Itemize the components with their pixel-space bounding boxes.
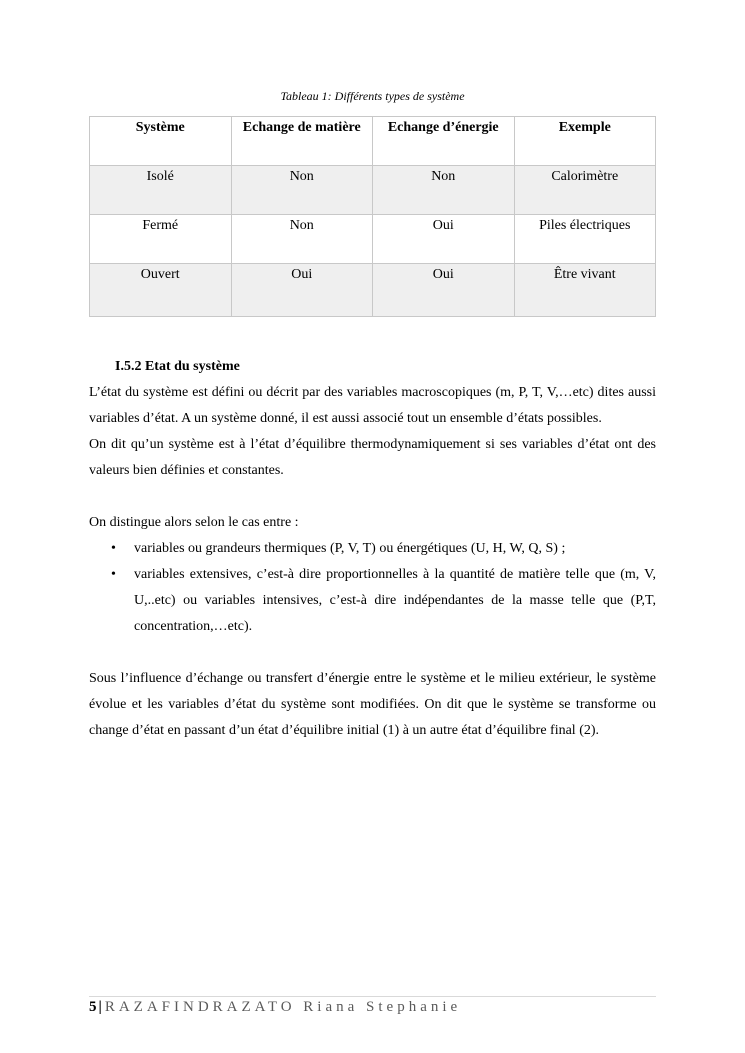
table-caption: Tableau 1: Différents types de système (280, 89, 465, 103)
table-row (90, 166, 656, 215)
table-row (90, 215, 656, 264)
table-cell: Fermé (90, 215, 232, 264)
page-footer (89, 999, 461, 1016)
list-item: • variables extensives, c’est-à dire proportionnelles à la quantité de matière telle que (m, V, U,..etc) ou variables intensives, c’est-à dire indépendantes de la masse telle que (P,T, concentration,…etc). (89, 562, 656, 640)
section-content (89, 354, 656, 744)
table-cell: Piles électriques (514, 215, 656, 264)
table-cell: Non (373, 166, 515, 215)
spacer (89, 640, 656, 666)
page-number: 5 (89, 999, 97, 1015)
paragraph-equilibrium: On dit qu’un système est à l’état d’équilibre thermodynamiquement si ses variables d’état ont des valeurs bien définies et constantes. (89, 437, 656, 478)
table-cell: Oui (373, 215, 515, 264)
section-heading: I.5.2 Etat du système (115, 359, 240, 374)
table-row (90, 264, 656, 317)
header-cell: Echange d’énergie (373, 117, 515, 166)
header-cell: Echange de matière (231, 117, 373, 166)
header-cell: Système (90, 117, 232, 166)
table-header-row (90, 117, 656, 166)
table-cell: Non (231, 215, 373, 264)
table-cell: Calorimètre (514, 166, 656, 215)
table-cell: Ouvert (90, 264, 232, 317)
footer-divider (89, 996, 656, 997)
table-cell: Isolé (90, 166, 232, 215)
table-cell: Oui (373, 264, 515, 317)
table-cell: Être vivant (514, 264, 656, 317)
paragraph-state-definition: L’état du système est défini ou décrit par des variables macroscopiques (m, P, T, V,…etc) dites aussi variables d’état. A un système donné, il est aussi associé tout un ensemble d’états possibles. (89, 385, 656, 426)
paragraph-intro: On distingue alors selon le cas entre : (89, 515, 299, 530)
header-cell: Exemple (514, 117, 656, 166)
system-types-table (89, 116, 656, 317)
list-item: • variables ou grandeurs thermiques (P, V, T) ou énergétiques (U, H, W, Q, S) ; (89, 536, 656, 562)
spacer (89, 484, 656, 510)
variable-types-list (89, 536, 656, 640)
table-cell: Oui (231, 264, 373, 317)
table-cell: Non (231, 166, 373, 215)
footer-author: RAZAFINDRAZATO Riana Stephanie (104, 999, 462, 1015)
footer-separator: | (98, 999, 102, 1015)
paragraph-transformation: Sous l’influence d’échange ou transfert d’énergie entre le système et le milieu extérieur, le système évolue et les variables d’état du système sont modifiées. On dit que le système se transforme ou change d’état en passant d’un état d’équilibre initial (1) à un autre état d’équilibre final (2). (89, 671, 656, 738)
